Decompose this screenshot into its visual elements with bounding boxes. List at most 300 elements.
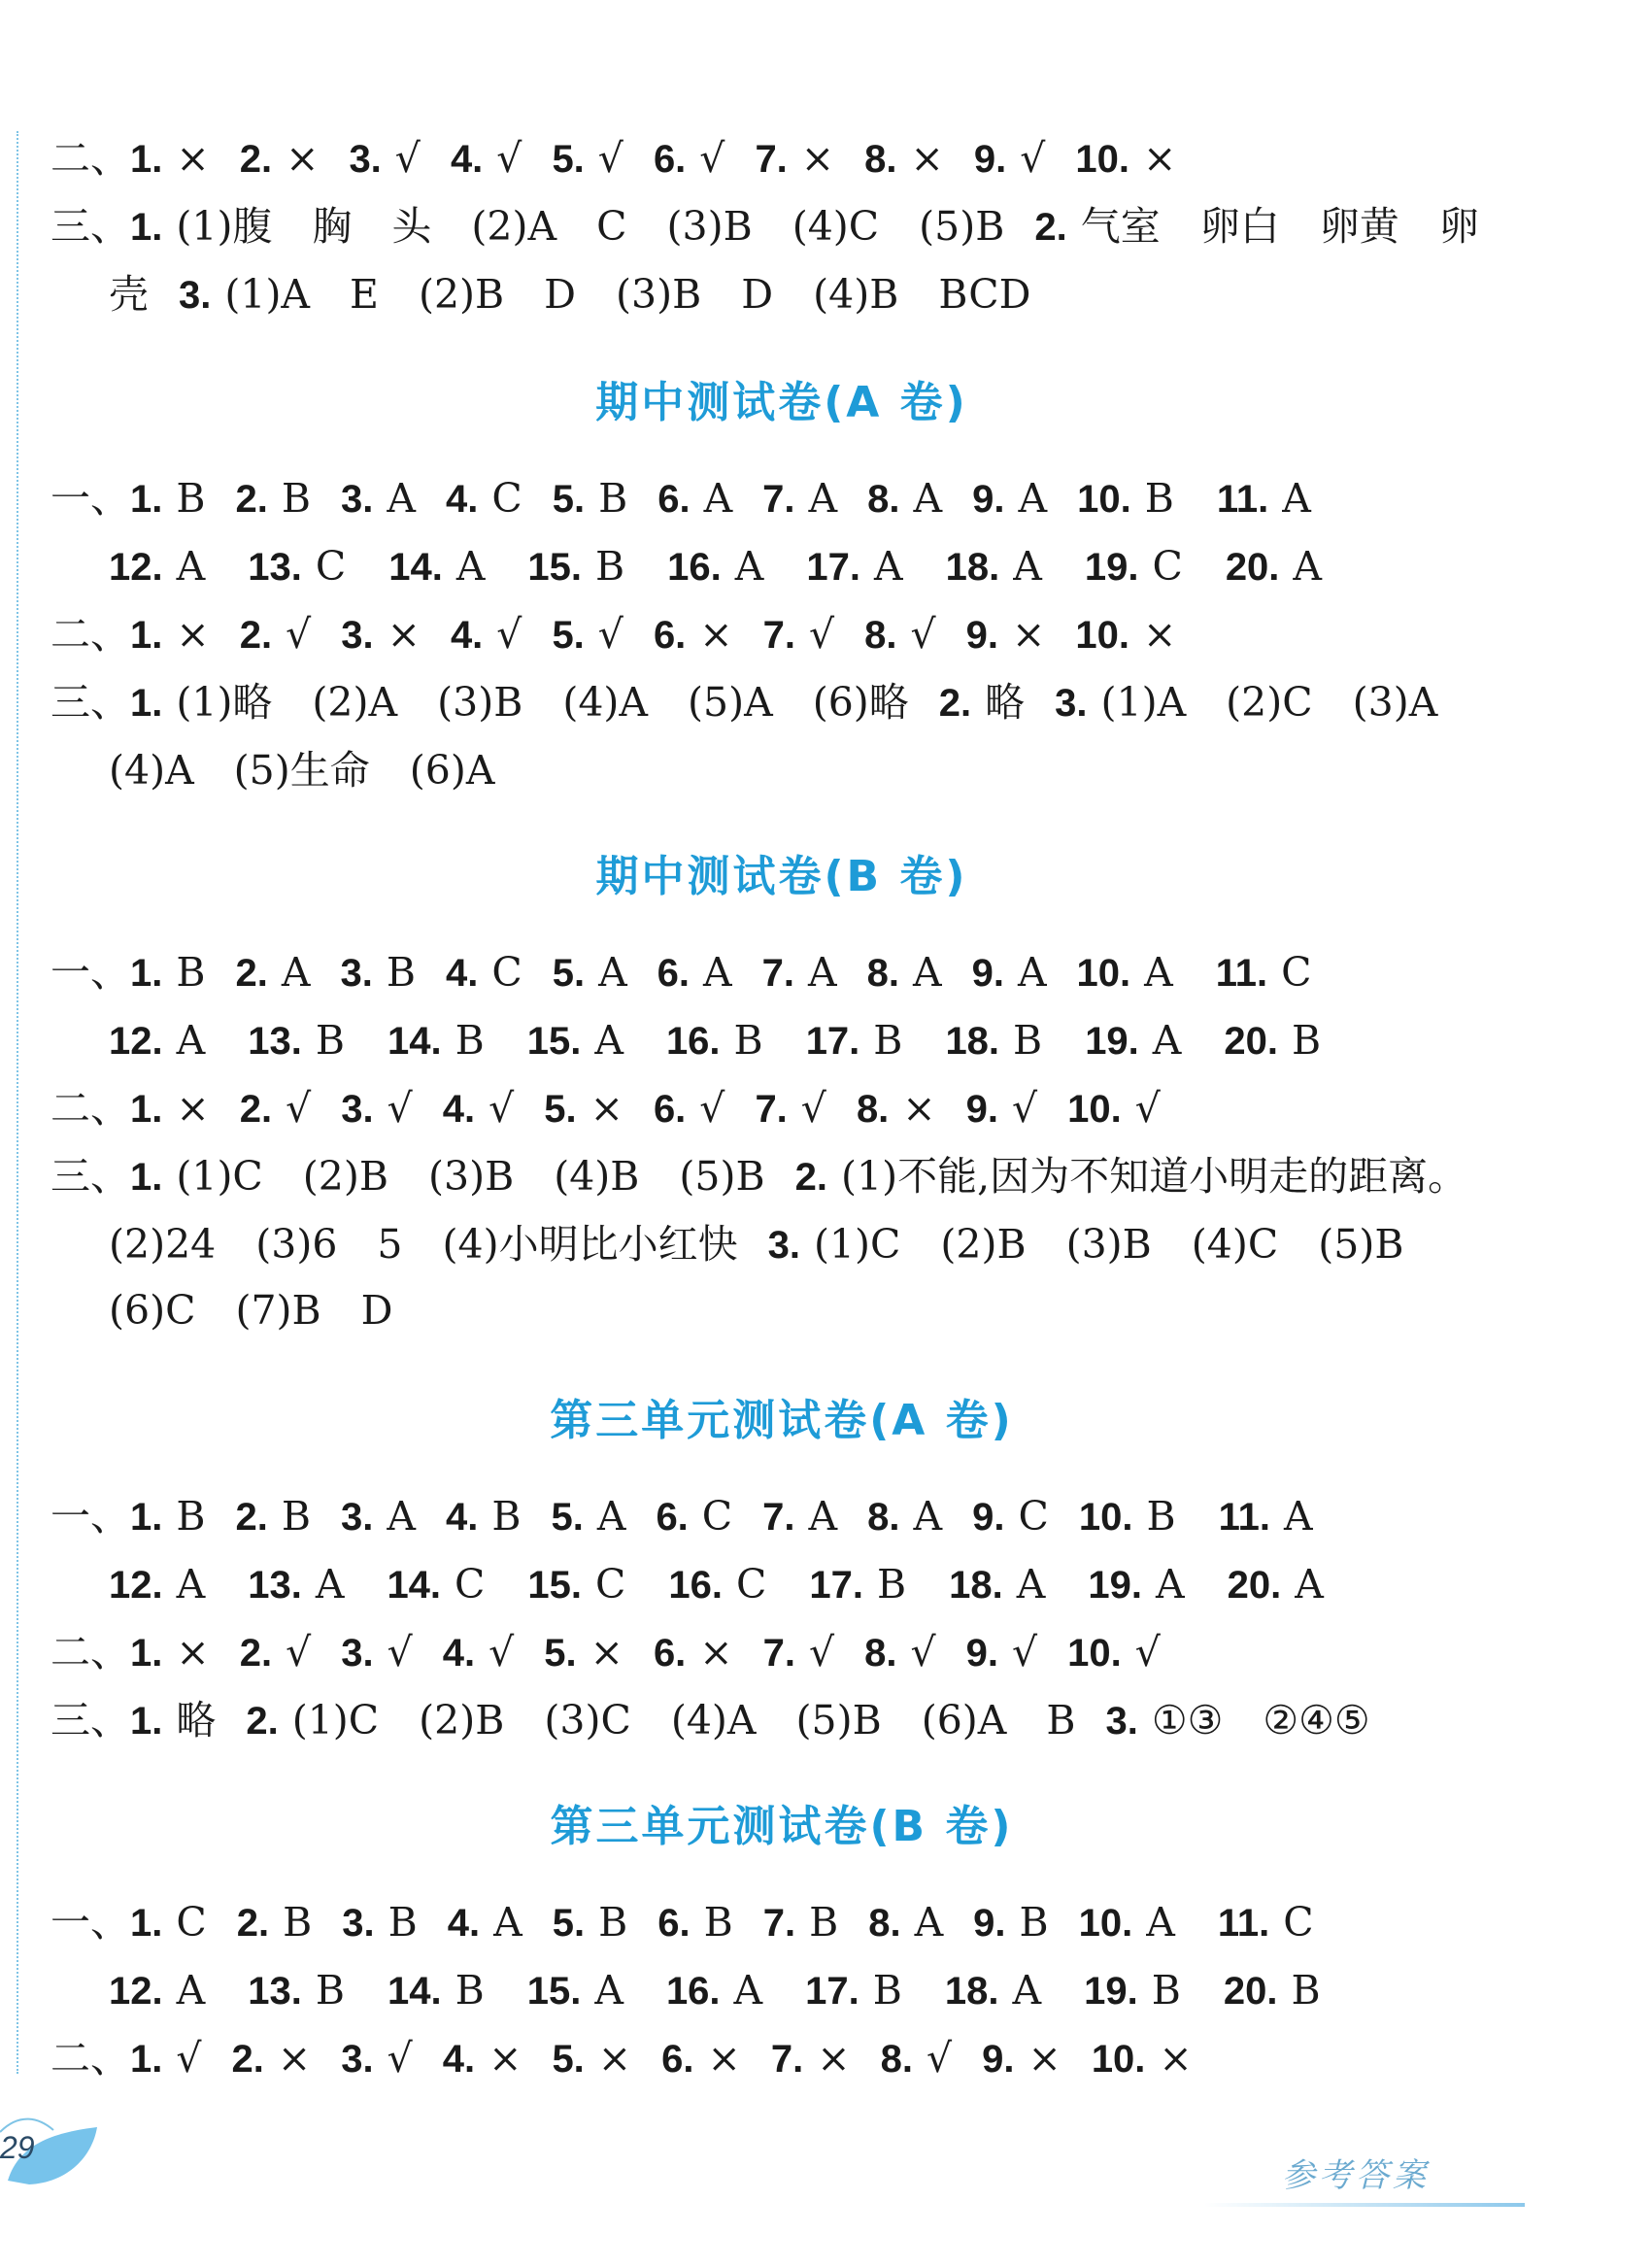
question-number: 9.	[982, 2038, 1015, 2081]
answer-row	[109, 260, 1061, 328]
answer-row	[51, 1142, 1498, 1210]
question-number: 20.	[1223, 1970, 1278, 2013]
answer-value: √	[809, 611, 835, 658]
answer-value: A	[1018, 475, 1048, 522]
question-number: 5.	[552, 614, 585, 657]
answer-item	[771, 2024, 851, 2093]
answer-item	[248, 532, 346, 601]
row-lead: 一、	[51, 476, 130, 521]
answer-value: B	[176, 1493, 206, 1540]
answer-value: √	[597, 135, 623, 182]
answer-item	[1085, 532, 1183, 601]
answer-item	[1085, 1006, 1181, 1075]
answer-item	[654, 600, 733, 669]
answer-value: B	[1146, 1493, 1176, 1540]
question-number: 11.	[1216, 478, 1269, 521]
answer-item	[972, 1482, 1049, 1551]
question-number: 9.	[973, 1902, 1006, 1945]
answer-value: C	[1152, 543, 1183, 590]
answer-item	[448, 1888, 522, 1957]
question-number: 6.	[661, 2038, 694, 2081]
answer-row	[109, 1956, 1364, 2024]
answer-row	[51, 1686, 1400, 1754]
question-number: 14.	[388, 546, 443, 589]
question-number: 4.	[450, 138, 484, 181]
answer-value: B	[387, 1899, 418, 1946]
answer-item	[661, 2024, 741, 2093]
answer-value: C	[1281, 949, 1312, 996]
answer-value: A	[1284, 1493, 1313, 1540]
answer-part	[1106, 1686, 1370, 1755]
answer-item	[1084, 1956, 1181, 2025]
answer-item	[763, 1618, 835, 1687]
answer-row	[51, 938, 1355, 1006]
question-number: 7.	[761, 952, 794, 995]
answer-value: √	[496, 135, 522, 182]
section-title: 期中测试卷(B 卷)	[595, 852, 968, 901]
question-number: 7.	[762, 614, 796, 657]
question-number: 3.	[340, 952, 373, 995]
answer-item	[130, 1618, 210, 1687]
answer-item	[867, 938, 942, 1007]
answer-value: A	[703, 475, 733, 522]
question-number: 12.	[109, 1564, 163, 1607]
answer-item	[972, 464, 1047, 533]
answer-value: √	[1134, 1629, 1161, 1676]
question-number: 3.	[1105, 1700, 1138, 1743]
question-number: 2.	[938, 682, 972, 725]
answer-value: ×	[1159, 2035, 1193, 2082]
question-number: 3.	[341, 1632, 374, 1675]
answer-item	[864, 124, 944, 193]
answer-text: (1)A E (2)B D (3)B D (4)B BCD	[224, 271, 1031, 318]
answer-value: A	[594, 1017, 623, 1064]
answer-value: ×	[176, 135, 210, 182]
question-number: 16.	[667, 546, 722, 589]
answer-text: (1)C (2)B (3)B (4)B (5)B	[176, 1153, 765, 1200]
section-title: 第三单元测试卷(B 卷)	[550, 1802, 1014, 1851]
answer-row	[51, 124, 1219, 192]
question-number: 8.	[864, 614, 897, 657]
question-number: 9.	[965, 1632, 999, 1675]
answer-item	[341, 464, 416, 533]
section-title: 第三单元测试卷(A 卷)	[550, 1396, 1014, 1445]
question-number: 2.	[231, 2038, 264, 2081]
question-number: 5.	[552, 952, 586, 995]
answer-item	[1228, 1550, 1324, 1619]
answer-value: √	[800, 1085, 826, 1132]
answer-value: √	[489, 1085, 515, 1132]
question-number: 1.	[130, 1632, 163, 1675]
answer-value: √	[1020, 135, 1046, 182]
answer-value: C	[491, 475, 522, 522]
answer-item	[972, 938, 1047, 1007]
answer-item	[552, 2024, 631, 2093]
answer-value: ×	[699, 1629, 733, 1676]
answer-value: A	[1012, 1967, 1042, 2014]
answer-value: A	[1295, 1561, 1324, 1608]
answer-value: C	[1283, 1899, 1314, 1946]
question-number: 10.	[1075, 614, 1129, 657]
question-number: 2.	[794, 1156, 827, 1199]
question-number: 6.	[657, 478, 691, 521]
question-number: 16.	[668, 1564, 724, 1607]
answer-item	[763, 600, 835, 669]
answer-item	[130, 2024, 202, 2093]
question-number: 4.	[445, 952, 479, 995]
question-number: 14.	[387, 1970, 442, 2013]
question-number: 15.	[526, 1020, 582, 1063]
question-number: 10.	[1078, 1902, 1133, 1945]
answer-value: A	[1146, 1899, 1175, 1946]
question-number: 9.	[973, 138, 1007, 181]
answer-part	[1055, 668, 1437, 737]
question-number: 13.	[248, 1970, 302, 2013]
answer-item	[342, 1888, 418, 1957]
answer-item	[527, 1006, 623, 1075]
answer-row	[51, 1482, 1356, 1550]
question-number: 12.	[109, 1970, 163, 2013]
answer-value: ×	[176, 1629, 210, 1676]
answer-row	[109, 532, 1365, 600]
answer-value: A	[315, 1561, 345, 1608]
answer-item	[237, 1888, 313, 1957]
answer-item	[236, 1482, 312, 1551]
answer-text: 略	[176, 1697, 217, 1743]
question-number: 10.	[1077, 478, 1131, 521]
answer-item	[341, 1074, 413, 1143]
answer-item	[1077, 938, 1173, 1007]
answer-value: B	[281, 1493, 311, 1540]
answer-value: ×	[910, 135, 944, 182]
answer-value: √	[286, 1085, 312, 1132]
answer-value: A	[808, 1493, 838, 1540]
answer-part	[130, 1142, 765, 1211]
answer-value: C	[1018, 1493, 1049, 1540]
answer-part	[179, 260, 1030, 329]
answer-item	[130, 124, 210, 193]
question-number: 20.	[1227, 1564, 1282, 1607]
question-number: 19.	[1084, 546, 1139, 589]
question-number: 6.	[653, 614, 687, 657]
answer-value: √	[597, 611, 623, 658]
answer-item	[553, 464, 628, 533]
answer-item	[236, 938, 311, 1007]
answer-item	[130, 1482, 206, 1551]
answer-value: ×	[1012, 611, 1046, 658]
answer-item	[1224, 1956, 1321, 2025]
answer-text: (1)C (2)B (3)B (4)C (5)B	[813, 1221, 1404, 1268]
answer-value: B	[281, 475, 311, 522]
answer-value: C	[176, 1899, 207, 1946]
answer-text: ①③ ②④⑤	[1151, 1697, 1370, 1743]
question-number: 3.	[341, 1496, 374, 1539]
question-number: 6.	[656, 1496, 689, 1539]
question-number: 17.	[805, 1970, 859, 2013]
question-number: 6.	[653, 1632, 687, 1675]
question-number: 7.	[762, 478, 795, 521]
question-number: 16.	[665, 1970, 721, 2013]
answer-value: A	[598, 949, 627, 996]
answer-item	[668, 1550, 766, 1619]
answer-item	[130, 1888, 207, 1957]
question-number: 11.	[1217, 1902, 1270, 1945]
question-number: 17.	[806, 546, 860, 589]
question-number: 5.	[552, 2038, 585, 2081]
answer-item	[1079, 1888, 1175, 1957]
answer-text: 略	[985, 679, 1026, 726]
answer-value: C	[491, 949, 522, 996]
answer-row	[109, 1550, 1366, 1618]
answer-item	[130, 464, 206, 533]
answer-item	[552, 124, 623, 193]
question-number: 16.	[665, 1020, 721, 1063]
answer-item	[1216, 938, 1312, 1007]
question-number: 1.	[130, 206, 163, 249]
question-number: 2.	[239, 1088, 273, 1131]
question-number: 3.	[341, 478, 374, 521]
answer-item	[864, 600, 936, 669]
answer-item	[130, 938, 206, 1007]
answer-item	[868, 1888, 943, 1957]
answer-text: (1)A (2)C (3)A	[1100, 679, 1438, 726]
answer-text: (1)腹 胸 头 (2)A C (3)B (4)C (5)B	[176, 203, 1005, 250]
answer-value: B	[733, 1017, 763, 1064]
answer-item	[806, 1006, 903, 1075]
answer-item	[349, 124, 421, 193]
question-number: 18.	[949, 1564, 1003, 1607]
answer-part	[130, 192, 1004, 261]
answer-item	[130, 600, 210, 669]
answer-value: A	[1013, 543, 1042, 590]
question-number: 4.	[442, 1088, 476, 1131]
row-lead: 二、	[51, 1630, 130, 1675]
answer-item	[755, 124, 834, 193]
answer-part	[1034, 192, 1478, 261]
answer-item	[446, 464, 522, 533]
answer-value: A	[912, 949, 942, 996]
question-number: 15.	[527, 546, 583, 589]
answer-item	[945, 1956, 1041, 2025]
answer-item	[340, 938, 416, 1007]
answer-value: ×	[817, 2035, 851, 2082]
answer-item	[248, 1550, 344, 1619]
answer-item	[666, 1956, 762, 2025]
row-lead: 一、	[51, 1900, 130, 1945]
question-number: 5.	[544, 1632, 577, 1675]
answer-item	[657, 938, 732, 1007]
answer-part	[109, 1210, 738, 1278]
question-number: 11.	[1218, 1496, 1270, 1539]
question-number: 18.	[944, 1970, 999, 2013]
answer-row	[51, 600, 1219, 668]
question-number: 3.	[767, 1224, 800, 1267]
answer-text: (1)不能,因为不知道小明走的距离。	[841, 1153, 1468, 1200]
answer-value: A	[387, 475, 416, 522]
answer-value: √	[1012, 1629, 1038, 1676]
answer-value: A	[176, 1967, 206, 2014]
answer-value: A	[914, 1899, 944, 1946]
question-number: 1.	[130, 952, 163, 995]
answer-item	[857, 1074, 936, 1143]
answer-value: ×	[590, 1629, 623, 1676]
answer-item	[341, 2024, 413, 2093]
answer-item	[982, 2024, 1061, 2093]
answer-part	[939, 668, 1025, 737]
answer-item	[446, 938, 522, 1007]
question-number: 7.	[755, 1088, 788, 1131]
answer-item	[966, 1074, 1038, 1143]
question-number: 7.	[762, 1902, 796, 1945]
question-number: 2.	[235, 952, 268, 995]
question-number: 9.	[965, 1088, 999, 1131]
answer-item	[451, 600, 522, 669]
answer-row	[51, 668, 1467, 736]
question-number: 9.	[972, 1496, 1005, 1539]
answer-value: ×	[1142, 611, 1177, 658]
row-lead: 二、	[51, 1086, 130, 1131]
answer-value: A	[1152, 1017, 1182, 1064]
answer-item	[109, 1550, 205, 1619]
answer-item	[248, 1956, 345, 2025]
answer-item	[1226, 532, 1322, 601]
answer-value: ×	[902, 1085, 936, 1132]
answer-value: √	[496, 611, 522, 658]
question-number: 3.	[1055, 682, 1088, 725]
answer-item	[1079, 1482, 1176, 1551]
question-number: 4.	[450, 614, 484, 657]
answer-value: ×	[387, 611, 421, 658]
question-number: 8.	[864, 138, 897, 181]
question-number: 8.	[880, 2038, 913, 2081]
answer-item	[657, 464, 732, 533]
answer-item	[949, 1550, 1045, 1619]
answer-value: A	[493, 1899, 522, 1946]
answer-item	[443, 1618, 515, 1687]
answer-item	[1067, 1618, 1161, 1687]
answer-item	[881, 2024, 953, 2093]
answer-value: B	[283, 1899, 313, 1946]
answer-item	[654, 124, 725, 193]
answer-item	[946, 532, 1042, 601]
question-number: 4.	[442, 1632, 476, 1675]
answer-item	[1217, 464, 1311, 533]
answer-item	[755, 1074, 826, 1143]
answer-value: ×	[800, 135, 835, 182]
question-number: 6.	[657, 1902, 691, 1945]
question-number: 4.	[445, 478, 479, 521]
answer-part	[246, 1686, 1075, 1755]
answer-item	[1224, 1006, 1321, 1075]
answer-row	[109, 736, 524, 804]
answer-item	[443, 1074, 515, 1143]
answer-item	[553, 1888, 628, 1957]
answer-item	[240, 600, 312, 669]
answer-value: A	[1016, 1561, 1046, 1608]
answer-value: ×	[176, 611, 210, 658]
answer-value: √	[387, 2035, 413, 2082]
answer-value: ×	[707, 2035, 741, 2082]
question-number: 8.	[856, 1088, 890, 1131]
answer-item	[657, 1888, 733, 1957]
answer-item	[867, 464, 942, 533]
question-number: 13.	[248, 1564, 302, 1607]
question-number: 7.	[762, 1496, 795, 1539]
answer-part	[130, 668, 909, 737]
answer-value: A	[1293, 543, 1323, 590]
answer-item	[762, 464, 837, 533]
row-lead: 二、	[51, 612, 130, 657]
answer-row	[51, 1888, 1357, 1956]
footer-label: 参考答案	[1282, 2156, 1430, 2195]
question-number: 10.	[1078, 1496, 1133, 1539]
answer-item	[443, 2024, 522, 2093]
answer-item	[974, 124, 1046, 193]
answer-value: B	[1291, 1967, 1321, 2014]
question-number: 1.	[130, 1088, 163, 1131]
answer-item	[654, 1074, 725, 1143]
answer-row	[109, 1276, 423, 1344]
question-number: 2.	[1034, 206, 1067, 249]
answer-item	[553, 938, 627, 1007]
answer-item	[240, 124, 320, 193]
row-lead: 三、	[51, 1154, 130, 1199]
question-number: 2.	[239, 614, 273, 657]
question-number: 6.	[653, 1088, 687, 1131]
question-number: 19.	[1085, 1020, 1139, 1063]
page-number-badge	[0, 2113, 56, 2190]
answer-item	[387, 1006, 485, 1075]
question-number: 10.	[1067, 1088, 1122, 1131]
question-number: 2.	[235, 478, 268, 521]
answer-value: B	[386, 949, 416, 996]
answer-item	[109, 1006, 205, 1075]
question-number: 10.	[1067, 1632, 1122, 1675]
question-number: 12.	[109, 546, 163, 589]
answer-item	[762, 938, 837, 1007]
question-number: 17.	[805, 1020, 860, 1063]
answer-value: √	[699, 135, 725, 182]
answer-value: ×	[176, 1085, 210, 1132]
answer-value: A	[176, 1017, 206, 1064]
answer-value: A	[455, 543, 486, 590]
answer-item	[966, 1618, 1038, 1687]
question-number: 20.	[1225, 546, 1280, 589]
question-number: 3.	[341, 614, 374, 657]
answer-value: B	[1019, 1899, 1049, 1946]
row-lead: 三、	[51, 680, 130, 725]
answer-item	[805, 1956, 902, 2025]
answer-item	[248, 1006, 345, 1075]
answer-value: A	[874, 543, 903, 590]
answer-value: A	[808, 475, 838, 522]
question-number: 5.	[544, 1088, 577, 1131]
question-number: 11.	[1215, 952, 1268, 995]
question-number: 6.	[657, 952, 691, 995]
footer-decoration	[1204, 2203, 1525, 2207]
answer-item	[544, 1074, 623, 1143]
answer-value: B	[1144, 475, 1174, 522]
question-number: 13.	[248, 546, 302, 589]
answer-value: A	[734, 543, 764, 590]
answer-item	[388, 532, 485, 601]
answer-row	[51, 464, 1354, 532]
question-number: 7.	[770, 2038, 804, 2081]
answer-value: ×	[489, 2035, 522, 2082]
answer-value: √	[926, 2035, 953, 2082]
answer-value: B	[598, 475, 628, 522]
section-title: 期中测试卷(A 卷)	[595, 378, 968, 427]
